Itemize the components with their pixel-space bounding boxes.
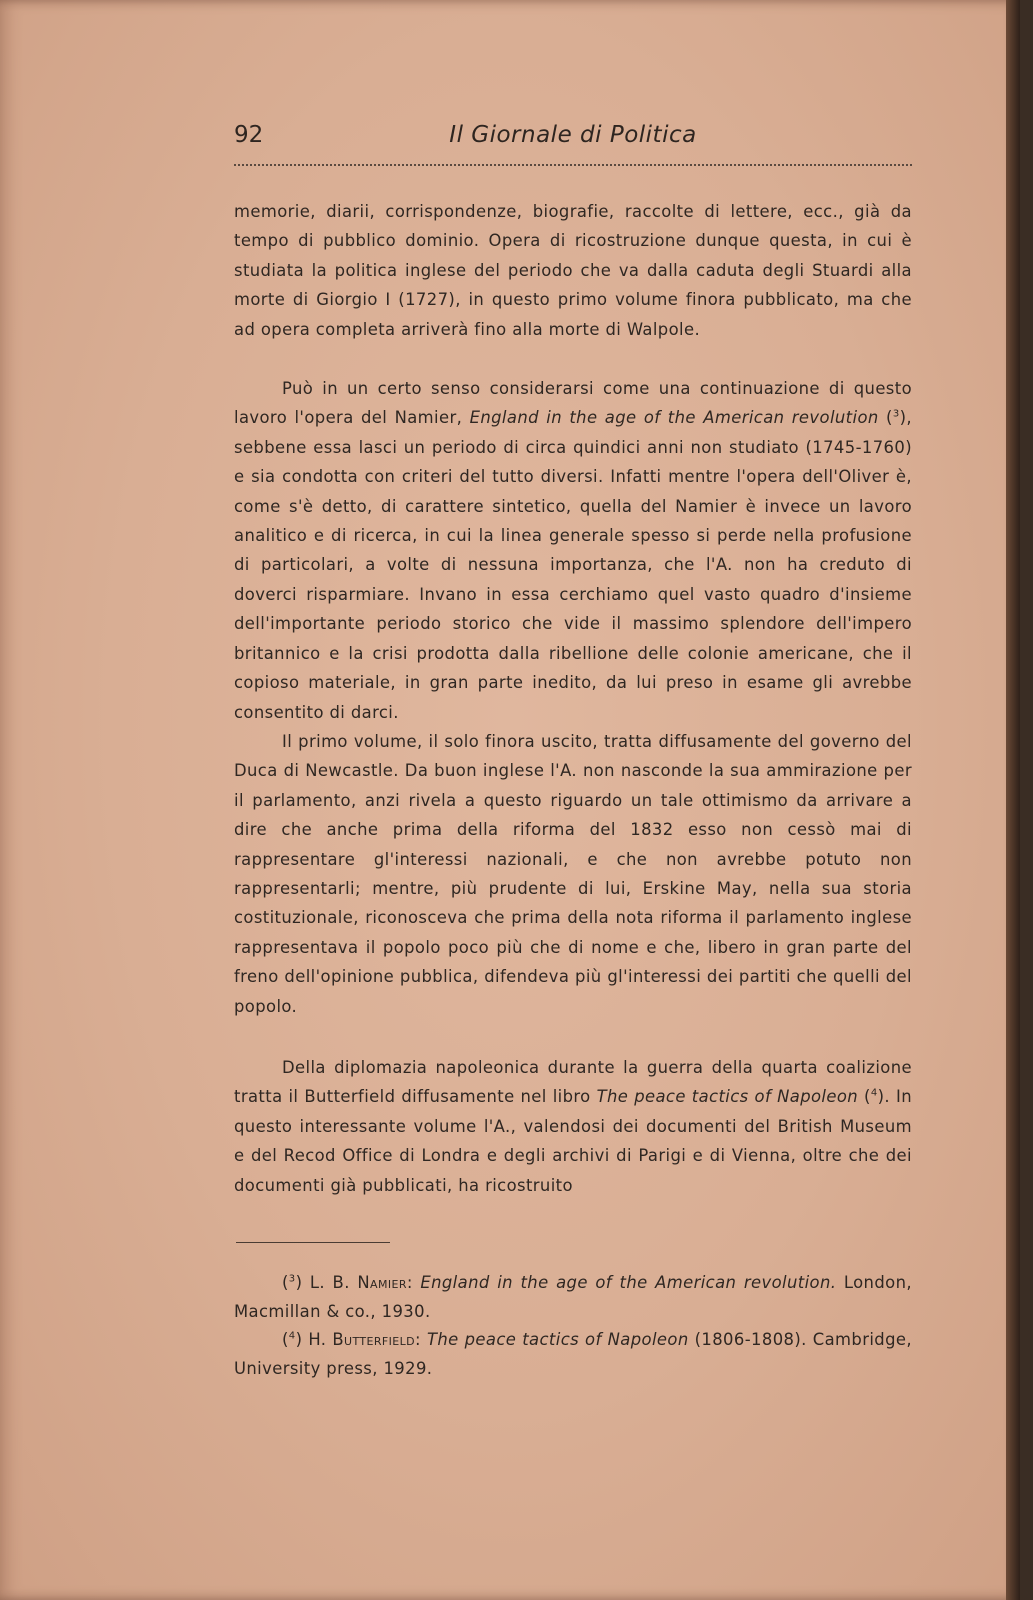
text-run: ) H. — [295, 1330, 333, 1349]
page-edge — [1006, 0, 1020, 1600]
text-run: ( — [282, 1330, 289, 1349]
footnotes — [234, 1269, 912, 1383]
footnote-divider — [236, 1242, 390, 1243]
text-run: : — [415, 1330, 427, 1349]
running-title: Il Giornale di Politica — [449, 122, 697, 148]
footnote-reference: 3 — [288, 1273, 296, 1285]
footnote — [234, 1269, 912, 1326]
text-run: ). In questo interessante volume l'A., valendosi dei documenti del British Museum e del Recod Office di Londra e degli archivi di Parigi e di Vienna, oltre che dei documenti già pubblicati, ha ricostruito — [234, 1087, 912, 1195]
italic-title: The peace tactics of Napoleon — [596, 1087, 859, 1107]
footnote-reference: 3 — [892, 408, 900, 420]
page-header — [234, 122, 912, 162]
paragraph — [234, 197, 912, 344]
text-run: ), sebbene essa lasci un periodo di circa quindici anni non studiato (1745-1760) e sia condotta con criteri del tutto diversi. Infatti mentre l'opera dell'Oliver è, come s'è detto, di carattere sintetico, quella del Namier è invece un lavoro analitico e di ricerca, in cui la linea generale spesso si perde nella profusione di particolari, a volte di nessuna importanza, che l'A. non ha creduto di doverci risparmiare. Invano in essa cerchiamo quel vasto quadro d'insieme dell'importante periodo storico che vide il massimo splendore dell'impero britannico e la crisi prodotta dalla ribellione delle colonie americane, che il copioso materiale, in gran parte inedito, da lui preso in esame gli avrebbe consentito di darci. — [234, 408, 912, 722]
text-run: Il primo volume, il solo finora uscito, tratta diffusamente del governo del Duca di Newcastle. Da buon inglese l'A. non nasconde la sua ammirazione per il parlamento, anzi rivela a questo riguardo un tale ottimismo da arrivare a dire che anche prima della riforma del 1832 esso non cessò mai di rappresentare gl'interessi nazionali, e che non avrebbe potuto non rappresentarli; mentre, più prudente di lui, Erskine May, nella sua storia costituzionale, riconosceva che prima della nota riforma il parlamento inglese rappresentava il popolo poco più che di nome e che, libero in gran parte del freno dell'opinione pubblica, difendeva più gl'interessi dei partiti che quelli del popolo. — [234, 731, 912, 1016]
text-run: Della diplomazia napoleonica durante la guerra della quarta coalizione tratta il Butterfield diffusamente nel libro — [234, 1057, 912, 1107]
footnote — [234, 1326, 912, 1383]
paragraph — [234, 1053, 912, 1200]
italic-title: England in the age of the American revolution. — [420, 1273, 837, 1292]
text-run: Può in un certo senso considerarsi come una continuazione di questo lavoro l'opera del Namier, — [234, 379, 912, 428]
footnote-reference: 4 — [288, 1330, 296, 1342]
italic-title: England in the age of the American revolution — [469, 408, 879, 428]
article-body — [234, 197, 912, 1200]
header-divider — [234, 164, 912, 166]
text-run: : — [406, 1273, 421, 1292]
paragraph — [234, 727, 912, 1021]
text-run: memorie, diarii, corrispondenze, biografie, raccolte di lettere, ecc., già da tempo di pubblico dominio. Opera di ricostruzione dunque questa, in cui è studiata la politica inglese del periodo che va dalla caduta degli Stuardi alla morte di Giorgio I (1727), in questo primo volume finora pubblicato, ma che ad opera completa arriverà fino alla morte di Walpole. — [234, 202, 912, 339]
text-run: ( — [878, 408, 893, 428]
text-run: (1806-1808). Cambridge, University press, 1929. — [234, 1330, 912, 1378]
text-run: London, Macmillan & co., 1930. — [234, 1273, 912, 1321]
text-run: ( — [858, 1087, 871, 1107]
footnote-reference: 4 — [870, 1087, 878, 1099]
text-run: ) L. B. — [295, 1273, 358, 1292]
italic-title: The peace tactics of Napoleon — [426, 1330, 689, 1349]
author-name: Butterfield — [332, 1330, 416, 1349]
author-name: Namier — [357, 1273, 407, 1292]
page-number: 92 — [234, 122, 264, 148]
paragraph-gap — [234, 1021, 912, 1053]
text-run: ( — [282, 1273, 289, 1292]
paragraph-gap — [234, 344, 912, 374]
paragraph — [234, 374, 912, 727]
